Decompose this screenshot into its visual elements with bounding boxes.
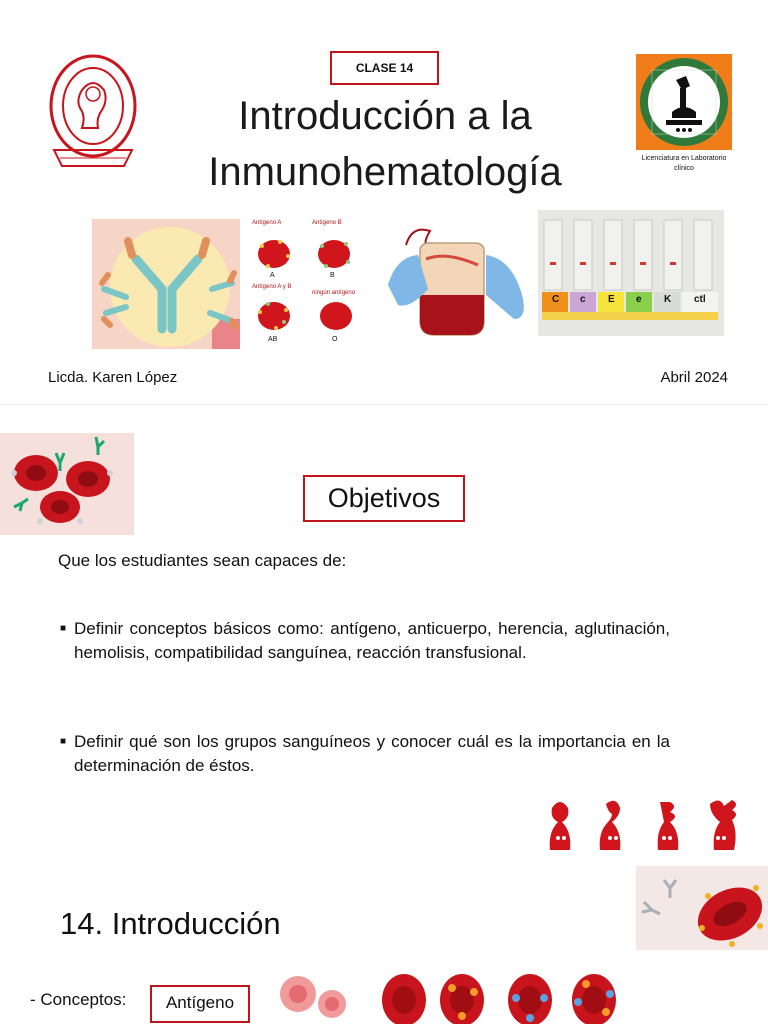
lab-logo: [636, 54, 732, 150]
reagent-label-C: C: [552, 294, 560, 305]
concepts-label: - Conceptos:: [30, 990, 127, 1009]
label-antigen-ab: Antígeno A y B: [252, 284, 292, 290]
lab-label: Licenciatura en Laboratorio clínico: [641, 155, 727, 172]
objectives-intro: Que los estudiantes sean capaces de:: [58, 551, 347, 570]
label-group-ab: AB: [268, 336, 278, 343]
blood-bag-illustration: [386, 215, 534, 347]
rh-tubes-photo: [538, 210, 724, 336]
red-cells-antibodies-illustration: [0, 433, 134, 535]
slide-divider: [0, 404, 768, 405]
bullet-square-icon: ■: [60, 736, 67, 747]
author: Licda. Karen López: [48, 369, 178, 386]
label-group-o: O: [332, 336, 338, 343]
concept-antigen-highlight: Antígeno: [150, 985, 250, 1023]
title-line-2: Inmunohematología: [208, 150, 562, 194]
objective-bullet-1: [60, 617, 670, 665]
red-cells-row-illustration: [276, 972, 642, 1024]
date: Abril 2024: [660, 369, 728, 386]
label-group-a: A: [270, 272, 275, 279]
reagent-label-c: c: [580, 294, 586, 305]
blood-groups-illustration: [250, 216, 376, 350]
section-title: 14. Introducción: [60, 906, 281, 941]
reagent-label-K: K: [664, 294, 672, 305]
reagent-label-E: E: [608, 294, 615, 305]
objective-bullet-2: [60, 730, 670, 778]
title-line-1: Introducción a la: [238, 94, 532, 138]
objective-text-2: Definir qué son los grupos sanguíneos y conocer cuál es la importancia en la determinación de éstos.: [74, 732, 670, 775]
blood-group-characters-illustration: [542, 794, 742, 860]
label-antigen-a: Antígeno A: [252, 220, 282, 226]
reagent-label-ctl: ctl: [694, 294, 706, 305]
label-group-b: B: [330, 272, 335, 279]
page-title: [150, 88, 620, 200]
objective-text-1: Definir conceptos básicos como: antígeno, anticuerpo, herencia, aglutinación, hemolisis, compatibilidad sanguínea, reacción transfusional.: [74, 619, 670, 662]
bullet-square-icon: ■: [60, 623, 67, 634]
university-seal-logo: [46, 50, 140, 174]
label-antigen-b: Antígeno B: [312, 220, 342, 226]
label-no-antigen: ningún antígeno: [312, 290, 356, 296]
antibody-red-cell-illustration: [636, 866, 768, 950]
objectives-heading: Objetivos: [303, 475, 465, 522]
class-tag: CLASE 14: [330, 51, 439, 85]
reagent-label-e: e: [636, 294, 642, 305]
antibody-illustration: [92, 219, 240, 349]
